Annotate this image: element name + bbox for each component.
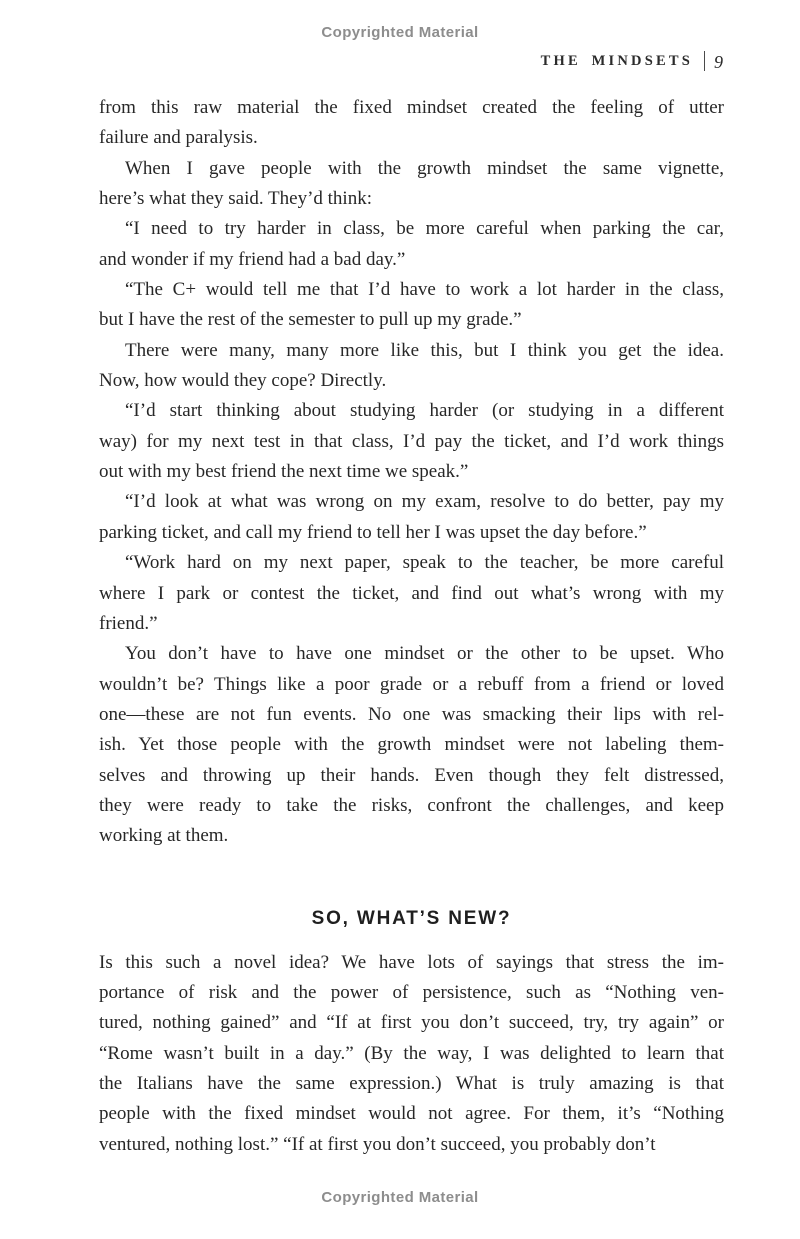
running-header-title: THE MINDSETS <box>540 52 693 69</box>
text-line: “I need to try harder in class, be more careful when parking the car, <box>125 218 724 240</box>
text-line: wouldn’t be? Things like a poor grade or a rebuff from a friend or loved <box>99 673 724 695</box>
text-line: selves and throwing up their hands. Even though they felt distressed, <box>99 764 724 786</box>
paragraph <box>99 639 724 851</box>
copyright-notice-bottom: Copyrighted Material <box>321 1189 479 1206</box>
text-line: people with the fixed mindset would not agree. For them, it’s “Nothing <box>99 1103 724 1125</box>
paragraph <box>99 93 724 154</box>
text-line: from this raw material the fixed mindset created the feeling of utter <box>99 97 724 118</box>
text-line: and wonder if my friend had a bad day.” <box>99 248 406 270</box>
text-line: the Italians have the same expression.) What is truly amazing is that <box>99 1072 724 1094</box>
text-line: but I have the rest of the semester to pull up my grade.” <box>99 309 522 331</box>
text-line: “I’d start thinking about studying harder (or studying in a different <box>125 400 724 422</box>
text-line: ventured, nothing lost.” “If at first you don’t succeed, you probably don’t <box>99 1133 656 1155</box>
text-line: tured, nothing gained” and “If at first you don’t succeed, try, try again” or <box>99 1012 724 1034</box>
text-line: When I gave people with the growth mindset the same vignette, <box>125 157 724 179</box>
text-line: You don’t have to have one mindset or the other to be upset. Who <box>125 643 724 665</box>
paragraph <box>99 948 724 1160</box>
text-line: failure and paralysis. <box>99 127 258 149</box>
text-line: “I’d look at what was wrong on my exam, resolve to do better, pay my <box>125 491 724 513</box>
text-line: ish. Yet those people with the growth mindset were not labeling them- <box>99 734 724 756</box>
text-line: parking ticket, and call my friend to tell her I was upset the day before.” <box>99 521 647 543</box>
paragraph <box>99 154 724 215</box>
text-line: they were ready to take the risks, confront the challenges, and keep <box>99 794 724 816</box>
text-line: out with my best friend the next time we speak.” <box>99 461 469 483</box>
text-line: “Rome wasn’t built in a day.” (By the way, I was delighted to learn that <box>99 1042 724 1064</box>
text-line: friend.” <box>99 612 158 634</box>
page-number: 9 <box>714 51 723 72</box>
text-line: one—these are not fun events. No one was smacking their lips with rel- <box>99 703 724 725</box>
copyright-notice-top: Copyrighted Material <box>321 24 479 41</box>
text-line: Now, how would they cope? Directly. <box>99 370 387 392</box>
paragraph <box>99 548 724 639</box>
section-heading: SO, WHAT’S NEW? <box>311 907 512 929</box>
page-body <box>99 93 724 1160</box>
text-line: way) for my next test in that class, I’d pay the ticket, and I’d work things <box>99 430 724 452</box>
text-line: “Work hard on my next paper, speak to the teacher, be more careful <box>125 552 724 574</box>
text-line: Is this such a novel idea? We have lots of sayings that stress the im- <box>99 951 724 973</box>
text-line: There were many, many more like this, but I think you get the idea. <box>125 339 724 361</box>
text-line: “The C+ would tell me that I’d have to work a lot harder in the class, <box>125 279 724 301</box>
paragraph <box>99 396 724 487</box>
text-line: where I park or contest the ticket, and find out what’s wrong with my <box>99 582 724 604</box>
paragraph <box>99 336 724 397</box>
text-line: portance of risk and the power of persistence, such as “Nothing ven- <box>99 981 724 1003</box>
text-line: here’s what they said. They’d think: <box>99 188 372 210</box>
header-divider <box>704 51 705 71</box>
paragraph <box>99 214 724 275</box>
running-header <box>541 48 723 74</box>
text-line: working at them. <box>99 825 229 847</box>
paragraph <box>99 487 724 548</box>
paragraph <box>99 275 724 336</box>
